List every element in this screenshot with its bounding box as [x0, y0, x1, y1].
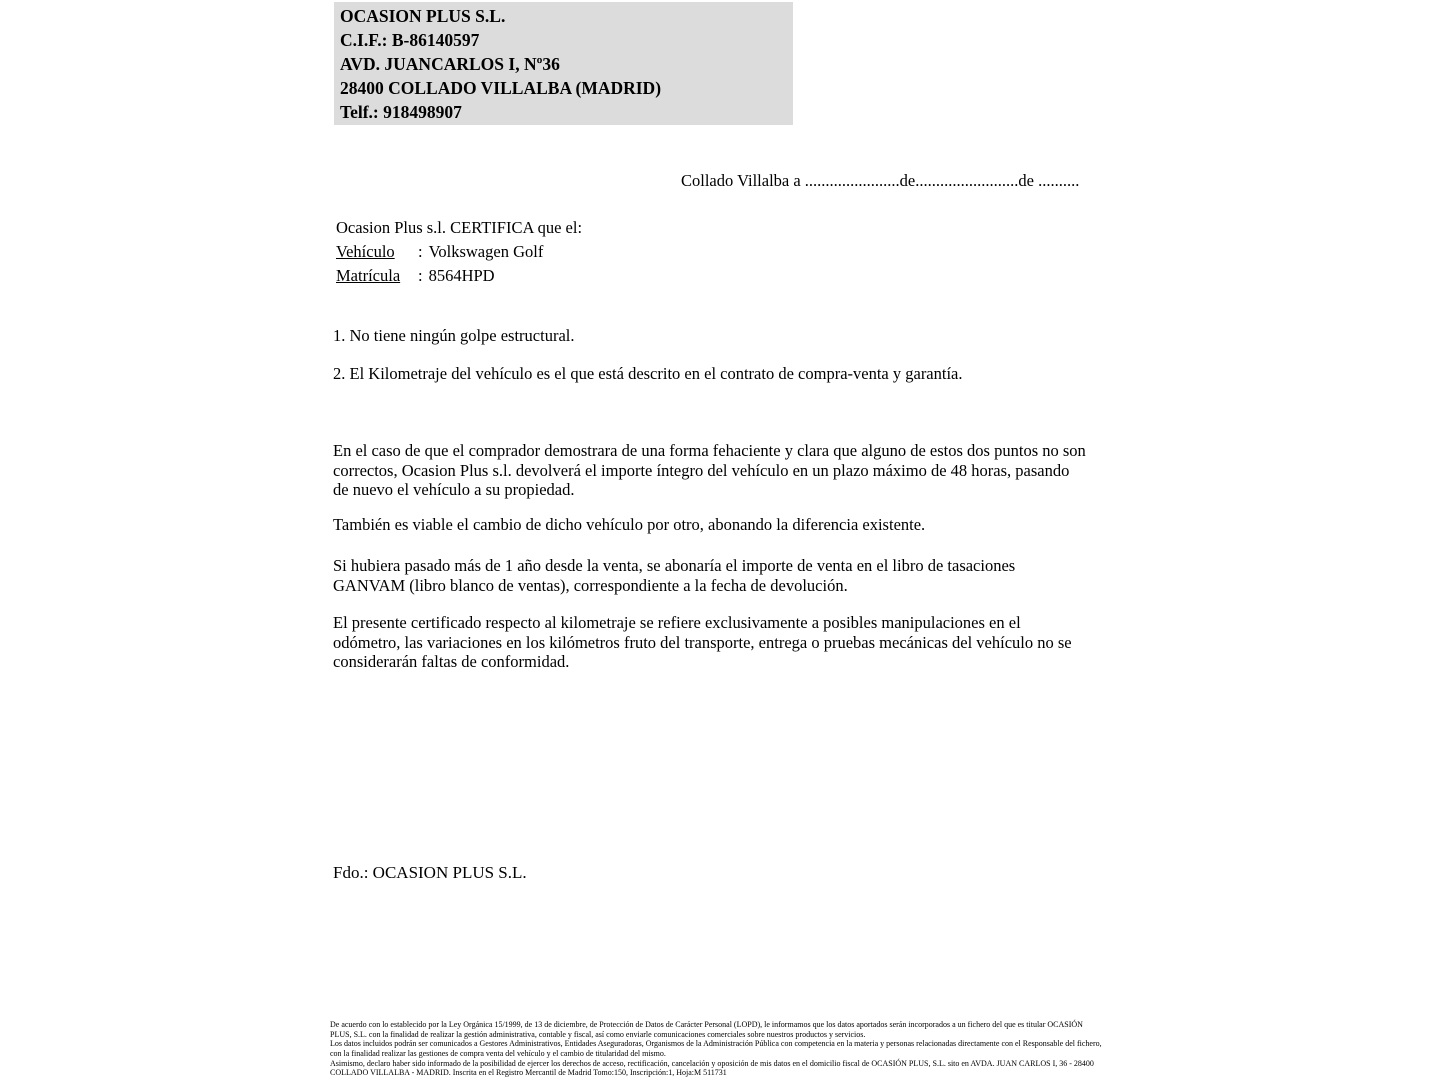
company-phone: Telf.: 918498907 [340, 102, 462, 122]
vehicle-value: Volkswagen Golf [428, 242, 544, 261]
company-header [334, 2, 793, 125]
company-name: OCASION PLUS S.L. [340, 6, 506, 26]
plate-colon: : [418, 266, 423, 285]
plate-row [336, 264, 582, 288]
body-paragraph-exchange: También es viable el cambio de dicho vehículo por otro, abonando la diferencia existente. [333, 515, 926, 534]
body-paragraph-ganvam: Si hubiera pasado más de 1 año desde la venta, se abonaría el importe de venta en el libro de tasaciones GANVAM (libro blanco de ventas), correspondiente a la fecha de devolución. [333, 556, 1016, 595]
certify-intro: Ocasion Plus s.l. CERTIFICA que el: [336, 218, 583, 237]
body-paragraph-refund: En el caso de que el comprador demostrara de una forma fehaciente y clara que alguno de estos dos puntos no son correctos, Ocasion Plus s.l. devolverá el importe íntegro del vehículo en un plazo máximo de 48 horas, pasando de nuevo el vehículo a su propiedad. [333, 441, 1086, 500]
signature-line: Fdo.: OCASION PLUS S.L. [333, 863, 527, 882]
body-paragraph-odometer: El presente certificado respecto al kilometraje se refiere exclusivamente a posibles manipulaciones en el odómetro, las variaciones en los kilómetros fruto del transporte, entrega o pruebas mecánicas del vehículo no se considerarán faltas de conformidad. [333, 613, 1072, 672]
vehicle-label: Vehículo [336, 242, 395, 261]
plate-value: 8564HPD [428, 266, 495, 285]
legal-paragraph-lopd: De acuerdo con lo establecido por la Ley Orgánica 15/1999, de 13 de diciembre, de Protección de Datos de Carácter Personal (LOPD), le informamos que los datos aportados serán incorporados a un fichero del que es titular OCASIÓN PLUS, S.L. con la finalidad de realizar la gestión administrativa, contable y fiscal, así como enviarle comunicaciones comerciales sobre nuestros productos y servicios. [330, 1020, 1083, 1039]
condition-point-2: 2. El Kilometraje del vehículo es el que está descrito en el contrato de compra-venta y garantía. [333, 364, 963, 383]
legal-notice [330, 1020, 1106, 1078]
plate-label: Matrícula [336, 266, 401, 285]
company-cif: C.I.F.: B-86140597 [340, 30, 480, 50]
certify-block [336, 216, 582, 288]
condition-point-1: 1. No tiene ningún golpe estructural. [333, 326, 575, 345]
vehicle-row [336, 240, 582, 264]
date-line: Collado Villalba a .......................de.........................de .......... [681, 171, 1080, 190]
vehicle-colon: : [418, 242, 423, 261]
legal-paragraph-data-sharing: Los datos incluidos podrán ser comunicados a Gestores Administrativos, Entidades Aseguradoras, Organismos de la Administración Pública con competencia en la materia y personas relacionadas directamente con el Responsable del fichero, con la finalidad realizar las gestiones de compra venta del vehículo y el cambio de titularidad del mismo. [330, 1039, 1102, 1058]
company-city: 28400 COLLADO VILLALBA (MADRID) [340, 78, 662, 98]
legal-paragraph-rights: Asimismo, declaro haber sido informado de la posibilidad de ejercer los derechos de acceso, rectificación, cancelación y oposición de mis datos en el domicilio fiscal de OCASIÓN PLUS, S.L. sito en AVDA. JUAN CARLOS I, 36 - 28400 COLLADO VILLALBA - MADRID. Inscrita en el Registro Mercantil de Madrid Tomo:150, Inscripción:1, Hoja:M 511731 [330, 1058, 1094, 1078]
company-address: AVD. JUANCARLOS I, Nº36 [340, 54, 560, 74]
